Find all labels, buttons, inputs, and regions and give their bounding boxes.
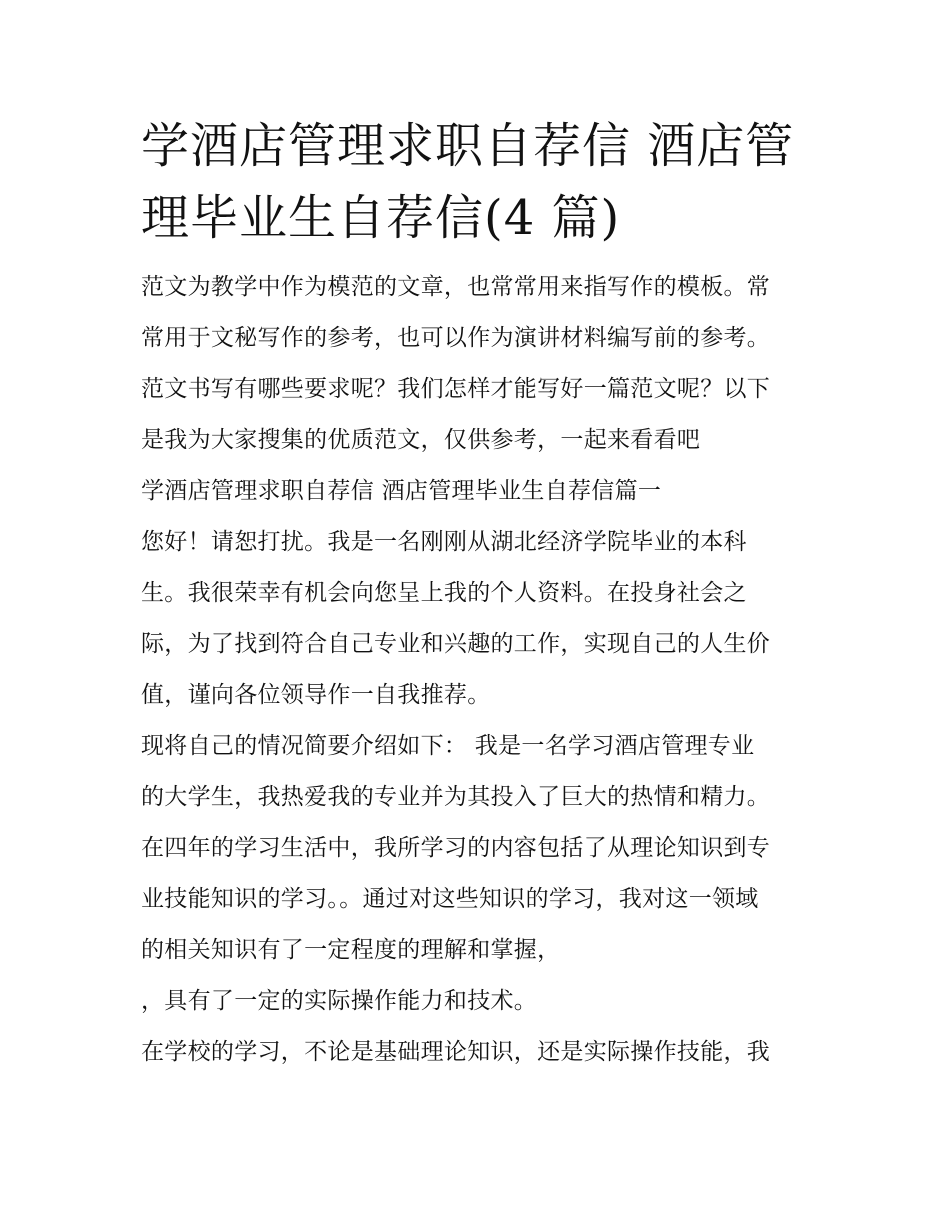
body-line: 际，为了找到符合自己专业和兴趣的工作，实现自己的人生价 bbox=[141, 631, 771, 657]
body-line: 范文为教学中作为模范的文章，也常常用来指写作的模板。常 bbox=[141, 274, 771, 300]
document-body bbox=[141, 262, 816, 1078]
title-line: 理毕业生自荐信(4 篇) bbox=[141, 190, 621, 246]
body-line: 常用于文秘写作的参考，也可以作为演讲材料编写前的参考。 bbox=[141, 325, 771, 351]
body-line: 值，谨向各位领导作一自我推荐。 bbox=[141, 682, 491, 708]
title-line: 学酒店管理求职自荐信 酒店管 bbox=[141, 118, 795, 174]
body-line: 在学校的学习，不论是基础理论知识，还是实际操作技能，我 bbox=[141, 1039, 771, 1065]
body-line: 范文书写有哪些要求呢？我们怎样才能写好一篇范文呢？以下 bbox=[141, 376, 771, 402]
body-line: 的大学生，我热爱我的专业并为其投入了巨大的热情和精力。 bbox=[141, 784, 771, 810]
body-line: ，具有了一定的实际操作能力和技术。 bbox=[141, 988, 538, 1014]
body-line: 的相关知识有了一定程度的理解和掌握， bbox=[141, 937, 561, 963]
body-line: 业技能知识的学习。。通过对这些知识的学习，我对这一领域 bbox=[141, 886, 759, 912]
body-line: 您好！请恕打扰。我是一名刚刚从湖北经济学院毕业的本科 bbox=[141, 529, 747, 555]
document-title bbox=[141, 110, 816, 254]
document-page bbox=[141, 110, 816, 1078]
section-heading: 学酒店管理求职自荐信 酒店管理毕业生自荐信篇一 bbox=[141, 478, 662, 504]
body-line: 现将自己的情况简要介绍如下： 我是一名学习酒店管理专业 bbox=[141, 733, 755, 759]
body-line: 在四年的学习生活中，我所学习的内容包括了从理论知识到专 bbox=[141, 835, 771, 861]
body-line: 生。我很荣幸有机会向您呈上我的个人资料。在投身社会之 bbox=[141, 580, 747, 606]
body-line: 是我为大家搜集的优质范文，仅供参考，一起来看看吧 bbox=[141, 427, 701, 453]
